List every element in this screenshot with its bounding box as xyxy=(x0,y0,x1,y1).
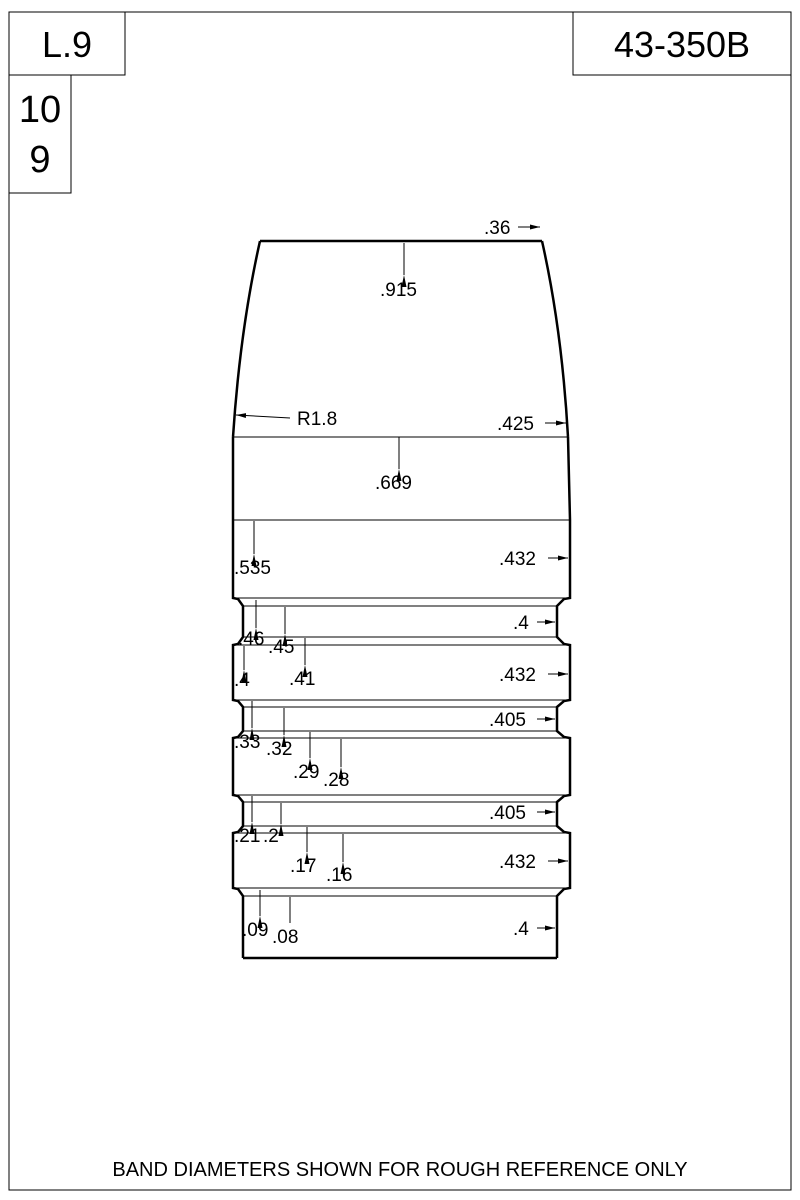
dim-band1-length: .669 xyxy=(375,473,412,494)
right-code: 43-350B xyxy=(613,24,751,65)
dim-pos-28: .28 xyxy=(323,770,350,791)
dim-nose-top: .36 xyxy=(484,218,511,239)
bullet-profile xyxy=(233,241,570,958)
sub-code-line2: 9 xyxy=(29,139,51,181)
dim-band2-diameter: .432 xyxy=(499,665,536,686)
dim-band4-diameter: .432 xyxy=(499,852,536,873)
dim-pos-2: .2 xyxy=(263,826,279,847)
dim-pos-29: .29 xyxy=(293,762,320,783)
dim-pos-4: .4 xyxy=(234,670,250,691)
dim-groove1-diameter: .4 xyxy=(513,613,529,634)
dim-pos-08: .08 xyxy=(272,927,299,948)
dim-ogive-radius: R1.8 xyxy=(297,409,338,430)
dim-pos-33: .33 xyxy=(234,732,261,753)
dim-pos-16: .16 xyxy=(326,865,353,886)
dim-body-upper: .535 xyxy=(234,558,271,579)
dim-pos-32: .32 xyxy=(266,739,293,760)
dim-pos-21: .21 xyxy=(234,826,261,847)
footer-note: BAND DIAMETERS SHOWN FOR ROUGH REFERENCE ONLY xyxy=(112,1159,688,1181)
dim-pos-09: .09 xyxy=(242,920,269,941)
dim-pos-46: .46 xyxy=(238,629,265,650)
dim-groove2-diameter: .405 xyxy=(489,710,526,731)
dim-heel-diameter: .4 xyxy=(513,919,529,940)
dim-pos-45: .45 xyxy=(268,637,295,658)
left-code: L.9 xyxy=(41,24,93,65)
dim-pos-41: .41 xyxy=(289,669,316,690)
dim-groove3-diameter: .405 xyxy=(489,803,526,824)
dim-nose-length: .915 xyxy=(380,280,417,301)
sub-code-line1: 10 xyxy=(18,89,62,131)
dim-band1-diameter: .432 xyxy=(499,549,536,570)
dim-nose-base: .425 xyxy=(497,414,534,435)
drawing-border xyxy=(9,12,791,1190)
dim-pos-17: .17 xyxy=(290,856,317,877)
position-arrows xyxy=(244,243,404,923)
